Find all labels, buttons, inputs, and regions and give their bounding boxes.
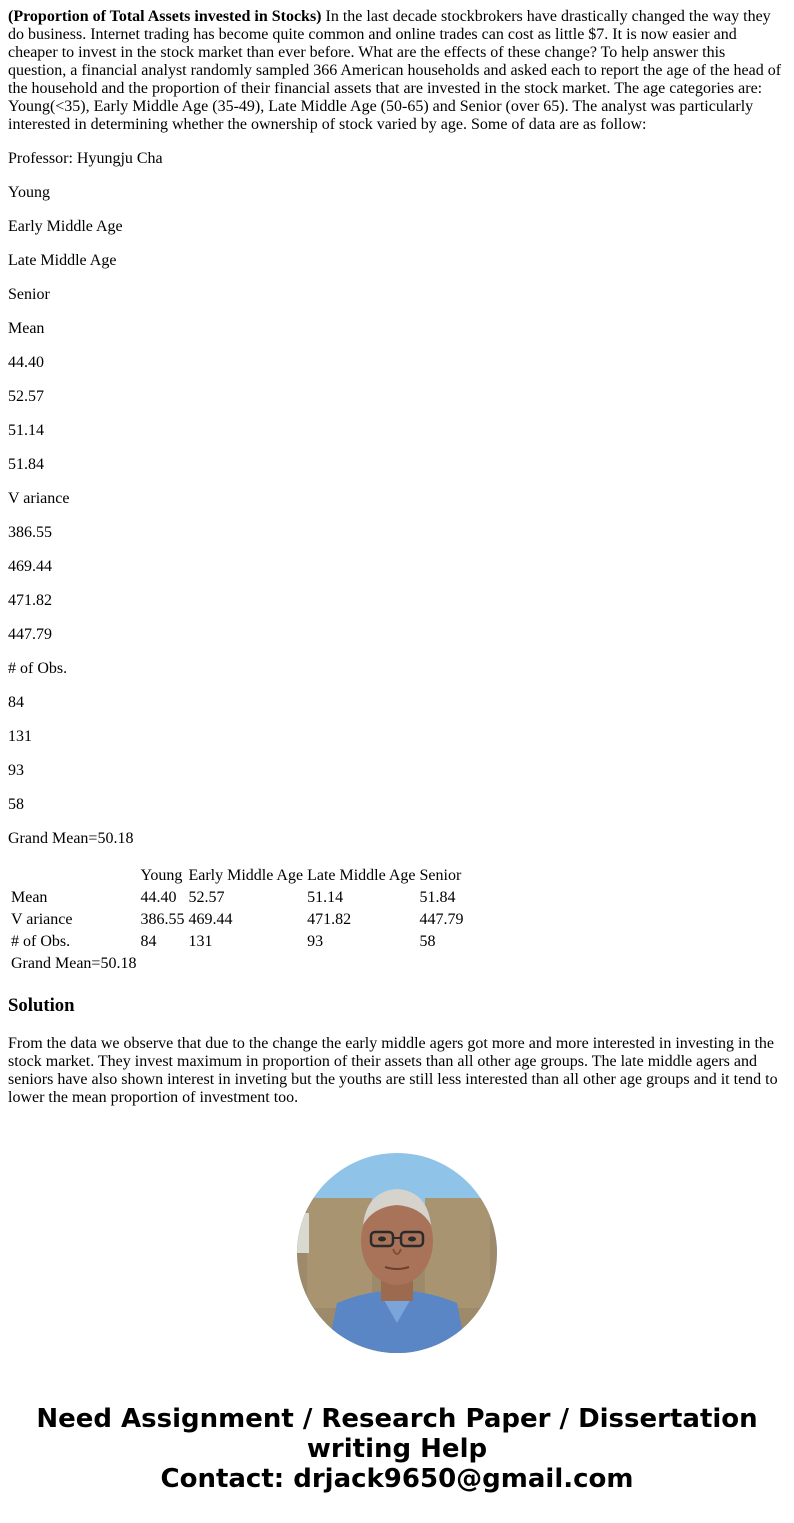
line-variance-senior: 447.79 [8,626,52,643]
table-header-cell [10,866,137,886]
line-young: Young [8,184,50,201]
table-header-cell: Early Middle Age [188,867,304,884]
line-obs-young: 84 [8,694,24,711]
table-cell: 469.44 [188,911,233,928]
line-obs-label: # of Obs. [8,660,68,677]
table-header-row [10,866,465,886]
table-cell [306,954,416,974]
table-cell [419,954,465,974]
table-cell: 51.84 [419,889,456,906]
table-cell: 93 [307,933,324,950]
problem-statement [8,8,786,134]
line-variance-early: 469.44 [8,558,52,575]
table-cell: 51.14 [307,889,344,906]
table-header-cell: Senior [419,867,462,884]
footer-contact-line: Contact: drjack9650@gmail.com [160,1464,634,1494]
data-lines [8,150,786,848]
line-mean-senior: 51.84 [8,456,44,473]
table-cell [139,954,185,974]
line-obs-early: 131 [8,728,32,745]
author-photo [297,1153,497,1353]
line-grand-mean: Grand Mean=50.18 [8,830,134,847]
table-cell: # of Obs. [11,933,71,950]
table-row [10,910,465,930]
table-row [10,954,465,974]
line-mean-label: Mean [8,320,45,337]
table-cell: 447.79 [419,911,464,928]
table-cell: 471.82 [307,911,352,928]
table-cell: 52.57 [188,889,225,906]
contact-footer [0,1404,794,1494]
line-obs-senior: 58 [8,796,24,813]
table-cell: Grand Mean=50.18 [11,955,137,972]
table-row [10,888,465,908]
line-senior: Senior [8,286,50,303]
footer-line-1: Need Assignment / Research Paper / Dissertation [36,1404,758,1434]
line-variance-late: 471.82 [8,592,52,609]
stats-table [8,864,467,976]
table-cell: 84 [140,933,157,950]
problem-title: (Proportion of Total Assets invested in Stocks) [8,8,322,25]
solution-text: From the data we observe that due to the change the early middle agers got more and more interested in investing in the stock market. They invest maximum in proportion of their assets than all other age groups. The late middle agers and seniors have also shown interest in inveting but the youths are still less interested than all other age groups and it tend to lower the mean proportion of investment too. [8,1035,778,1106]
footer-line-2: writing Help [306,1434,488,1464]
table-cell: 131 [188,933,213,950]
table-header-cell: Young [140,867,183,884]
table-header-cell: Late Middle Age [307,867,416,884]
solution-heading: Solution [8,995,75,1016]
table-cell: 386.55 [140,911,185,928]
author-photo-illustration [297,1153,497,1353]
line-early-middle-age: Early Middle Age [8,218,123,235]
line-mean-early: 52.57 [8,388,44,405]
table-cell [187,954,304,974]
line-variance-label: V ariance [8,490,70,507]
table-row [10,932,465,952]
table-cell: V ariance [11,911,73,928]
line-mean-late: 51.14 [8,422,44,439]
table-cell: Mean [11,889,48,906]
document-body [8,8,786,1123]
line-late-middle-age: Late Middle Age [8,252,117,269]
professor-line: Professor: Hyungju Cha [8,150,163,167]
line-variance-young: 386.55 [8,524,52,541]
table-cell: 58 [419,933,436,950]
line-mean-young: 44.40 [8,354,44,371]
problem-text: In the last decade stockbrokers have drastically changed the way they do business. Internet trading has become quite common and online trades can cost as little $7. It is now easier and cheaper to invest in the stock market than ever before. What are the effects of these change? To help answer this question, a financial analyst randomly sampled 366 American households and asked each to report the age of the head of the household and the proportion of their financial assets that are invested in the stock market. The age categories are: Young(<35), Early Middle Age (35-49), Late Middle Age (50-65) and Senior (over 65). The analyst was particularly interested in determining whether the ownership of stock varied by age. Some of data are as follow: [8,8,782,133]
line-obs-late: 93 [8,762,24,779]
table-cell: 44.40 [140,889,177,906]
